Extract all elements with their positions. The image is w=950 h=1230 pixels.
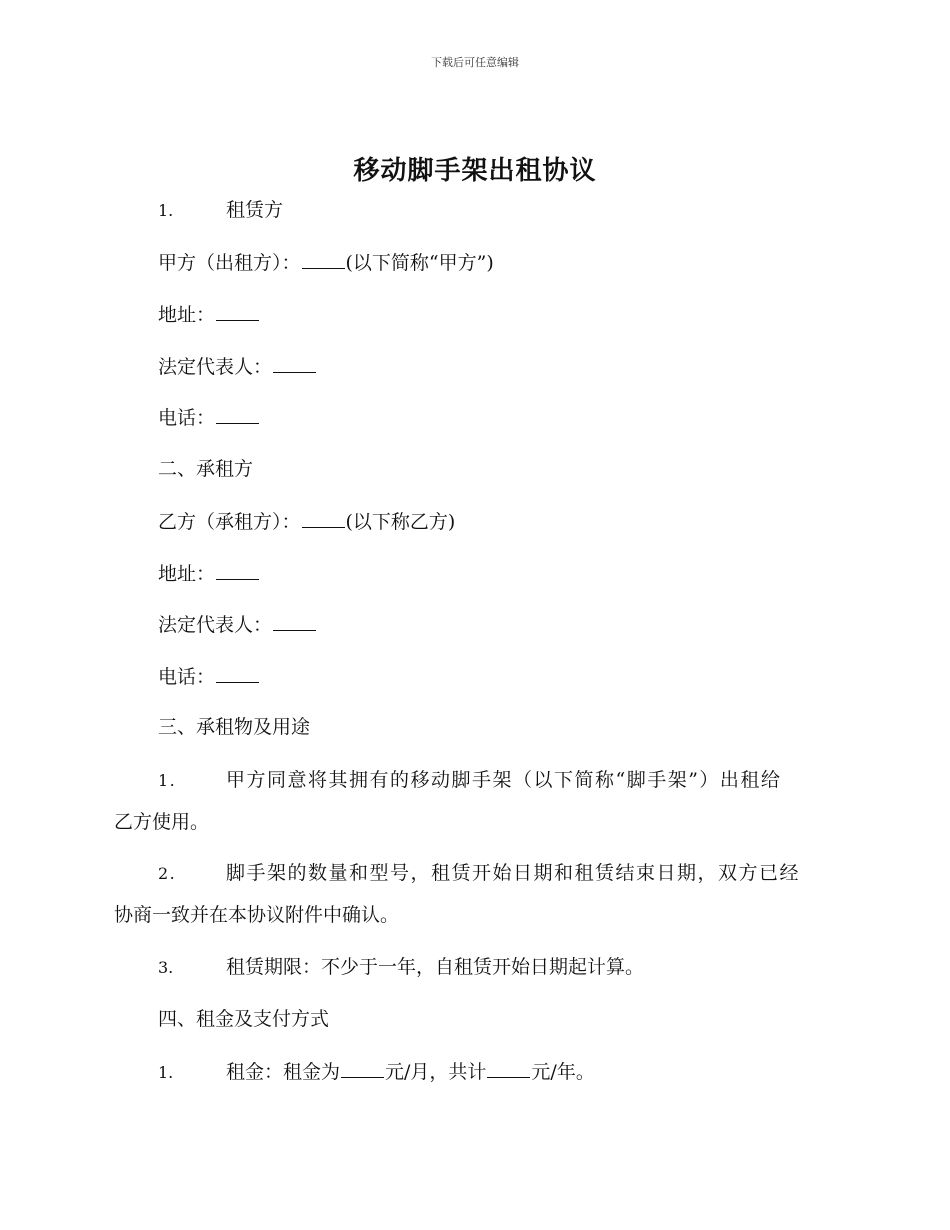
party-b-suffix: (以下称乙方) [345, 511, 456, 533]
party-a-address-label: 地址： [158, 304, 216, 326]
section-1-heading [158, 198, 283, 223]
section-3-item-3 [158, 955, 644, 980]
rent-prefix: 租金：租金为 [226, 1061, 341, 1083]
section-4-heading: 四、租金及支付方式 [158, 1008, 330, 1030]
section-1-title: 租赁方 [226, 199, 284, 221]
party-b-blank[interactable] [302, 509, 345, 528]
section-4-item-1-number: 1. [158, 1063, 174, 1082]
party-b-line [158, 509, 455, 534]
section-3-item-1-line-2: 乙方使用。 [114, 811, 210, 833]
section-3-item-1-number: 1. [158, 771, 177, 790]
party-b-phone-line [158, 664, 260, 689]
section-3-item-1-text: 甲方同意将其拥有的移动脚手架（以下简称“脚手架”）出租给 [226, 769, 782, 791]
section-3-item-3-text: 租赁期限：不少于一年，自租赁开始日期起计算。 [226, 956, 645, 978]
section-3-item-2-line-1 [158, 861, 800, 886]
party-b-rep-line [158, 612, 317, 637]
party-a-phone-line [158, 405, 260, 430]
section-3-item-3-number: 3. [158, 958, 174, 977]
rent-mid: 元/月，共计 [385, 1061, 487, 1083]
party-a-rep-label: 法定代表人： [158, 356, 273, 378]
section-3-item-1-line-1 [158, 768, 781, 793]
party-b-phone-label: 电话： [158, 666, 216, 688]
party-a-label: 甲方（出租方）： [158, 252, 301, 274]
party-a-blank[interactable] [302, 250, 345, 269]
party-b-phone-blank[interactable] [216, 664, 259, 683]
party-b-rep-blank[interactable] [273, 612, 316, 631]
section-1-number: 1. [158, 201, 174, 220]
section-3-item-2-number: 2. [158, 864, 177, 883]
party-a-address-line [158, 302, 260, 327]
header-note: 下载后可任意编辑 [431, 56, 519, 69]
section-4-item-1 [158, 1059, 595, 1085]
party-a-phone-blank[interactable] [216, 405, 259, 424]
party-b-address-blank[interactable] [216, 561, 259, 580]
party-a-phone-label: 电话： [158, 407, 216, 429]
annual-rent-blank[interactable] [487, 1059, 530, 1078]
section-3-item-2-line-2: 协商一致并在本协议附件中确认。 [114, 904, 400, 926]
party-b-address-label: 地址： [158, 563, 216, 585]
party-a-suffix: (以下简称“甲方”) [345, 252, 494, 274]
monthly-rent-blank[interactable] [341, 1059, 384, 1078]
party-b-label: 乙方（承租方）： [158, 511, 301, 533]
party-a-rep-line [158, 354, 317, 379]
party-b-rep-label: 法定代表人： [158, 614, 273, 636]
party-a-rep-blank[interactable] [273, 354, 316, 373]
section-2-heading: 二、承租方 [158, 458, 254, 480]
party-a-address-blank[interactable] [216, 302, 259, 321]
section-3-heading: 三、承租物及用途 [158, 716, 311, 738]
section-3-item-2-text: 脚手架的数量和型号，租赁开始日期和租赁结束日期，双方已经 [226, 862, 801, 884]
party-b-address-line [158, 561, 260, 586]
document-title: 移动脚手架出租协议 [353, 156, 597, 186]
party-a-line [158, 250, 494, 275]
rent-end: 元/年。 [531, 1061, 595, 1083]
